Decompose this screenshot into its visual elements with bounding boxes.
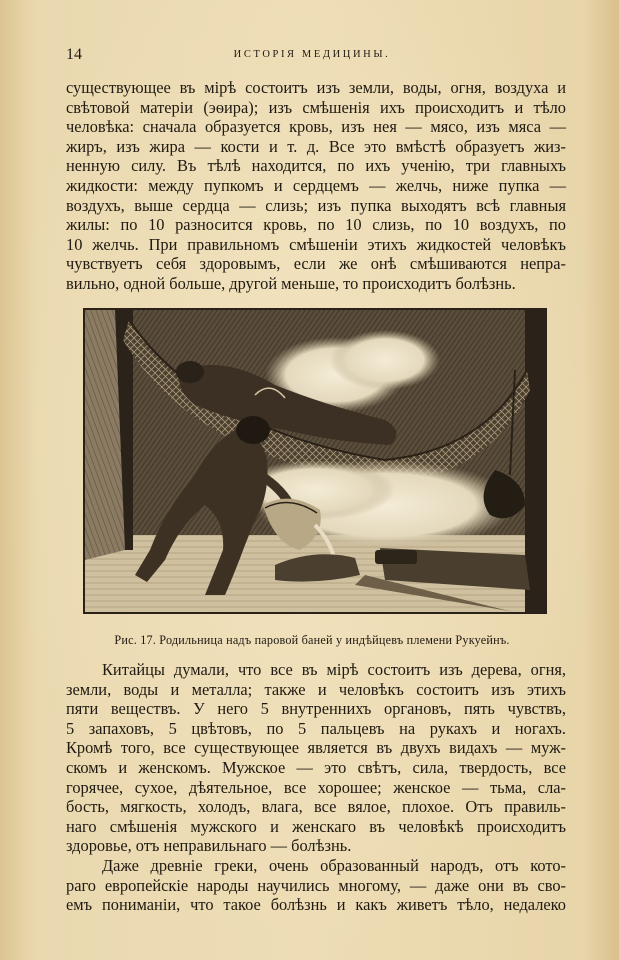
text-line: существующее въ мірѣ состоитъ изъ земли, воды, огня, воздуха и xyxy=(66,78,566,97)
text-line: свѣтовой матеріи (эѳира); изъ смѣшенія ихъ происходитъ и тѣло xyxy=(66,97,566,117)
text-line: бость, мягкость, холодъ, влага, все вялое, плохое. Отъ правиль- xyxy=(66,797,566,817)
text-line: воздухъ, выше сердца — слизь; изъ пупка выходятъ всѣ главныя xyxy=(66,195,566,215)
page-header xyxy=(62,46,562,66)
text-line: вильно, одной больше, другой меньше, то происходитъ болѣзнь. xyxy=(66,273,516,293)
text-line: наго смѣшенія мужского и женскаго въ человѣкѣ происходитъ xyxy=(66,816,566,836)
text-line: жидкости: между пупкомъ и сердцемъ — желчь, ниже пупка — xyxy=(66,175,566,195)
text-line: жилы: по 10 разносится кровь, по 10 слизь, по 10 воздухъ, по xyxy=(66,215,566,235)
text-line: жиръ, изъ жира — кости и т. д. Все это вмѣстѣ образуетъ жиз- xyxy=(66,136,566,156)
text-line: ненную силу. Въ тѣлѣ находится, по ихъ ученію, три главныхъ xyxy=(66,156,566,176)
figure-caption: Рис. 17. Родильница надъ паровой баней у индѣйцевъ племени Рукуейнъ. xyxy=(114,633,510,647)
text-line: человѣка: сначала образуется кровь, изъ нея — мясо, изъ мяса — xyxy=(66,117,566,137)
text-line: емъ пониманіи, что такое болѣзнь и какъ живетъ тѣло, недалеко xyxy=(66,895,566,915)
text-line: Кромѣ того, все существующее является въ двухъ видахъ — муж- xyxy=(66,738,566,758)
text-line: Даже древніе греки, очень образованный народъ, отъ кото- xyxy=(102,855,566,875)
bottom-paragraphs xyxy=(66,660,566,915)
text-line: 5 запаховъ, 5 цвѣтовъ, по 5 пальцевъ на рукахъ и ногахъ. xyxy=(66,718,566,738)
text-line: горячее, сухое, дѣятельное, все хорошее; женское — тьма, сла- xyxy=(66,777,566,797)
text-line: пяти веществъ. У него 5 внутреннихъ органовъ, пять чувствъ, xyxy=(66,699,566,719)
top-paragraph xyxy=(66,78,566,294)
text-line: скомъ и женскомъ. Мужское — это свѣтъ, сила, твердость, все xyxy=(66,757,566,777)
text-line: 10 желчь. При правильномъ смѣшеніи этихъ жидкостей человѣкъ xyxy=(66,234,566,254)
text-line: чувствуетъ себя здоровымъ, если же онѣ смѣшиваются непра- xyxy=(66,254,566,274)
text-line: земли, воды и металла; также и человѣкъ состоитъ изъ этихъ xyxy=(66,679,566,699)
engraving-illustration xyxy=(83,308,547,614)
engraving-drawing xyxy=(85,310,545,612)
text-line: раго европейскіе народы научились многому, — даже они въ сво- xyxy=(66,875,566,895)
running-title: ИСТОРІЯ МЕДИЦИНЫ. xyxy=(233,49,391,60)
page-number: 14 xyxy=(66,46,82,63)
text-line: здоровье, отъ неправильнаго — болѣзнь. xyxy=(66,836,352,856)
text-line: Китайцы думали, что все въ мірѣ состоитъ изъ дерева, огня, xyxy=(102,660,566,679)
